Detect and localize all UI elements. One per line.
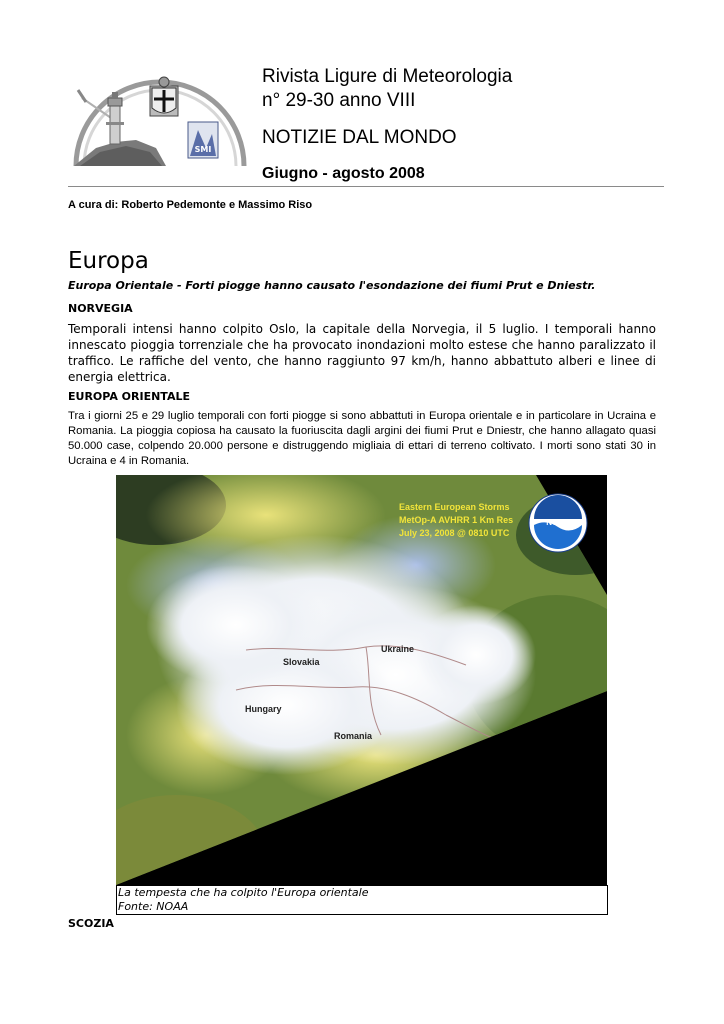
image-title-line1: Eastern European Storms [399, 502, 510, 512]
header-divider [68, 186, 664, 187]
heading-norvegia: NORVEGIA [68, 302, 133, 315]
section-title: NOTIZIE DAL MONDO [262, 127, 457, 148]
label-ukraine: Ukraine [381, 644, 415, 654]
caption-line-2: Fonte: NOAA [118, 900, 189, 913]
label-hungary: Hungary [245, 704, 282, 714]
caption-line-1: La tempesta che ha colpito l'Europa orientale [118, 886, 369, 899]
heading-europa-orientale: EUROPA ORIENTALE [68, 390, 190, 403]
journal-title: Rivista Ligure di Meteorologia [262, 66, 513, 87]
label-romania: Romania [334, 731, 373, 741]
heading-scozia: SCOZIA [68, 917, 114, 930]
image-title-line3: July 23, 2008 @ 0810 UTC [399, 528, 510, 538]
journal-logo [66, 68, 250, 168]
paragraph-norvegia: Temporali intensi hanno colpito Oslo, la capitale della Norvegia, il 5 luglio. I temporali hanno innescato pioggia torrenziale che ha provocato inondazioni molto estese che hanno paralizzato il traffico. Le raffiche del vento, che hanno raggiunto 97 km/h, hanno abbattuto alberi e linee di energia elettrica. [68, 322, 656, 384]
satellite-image [116, 475, 607, 885]
article-subtitle: Europa Orientale - Forti piogge hanno causato l'esondazione dei fiumi Prut e Dniestr. [68, 279, 596, 292]
image-title-line2: MetOp-A AVHRR 1 Km Res [399, 515, 514, 525]
logo-badge-text: SMI [194, 145, 212, 154]
heading-europa: Europa [68, 248, 149, 274]
noaa-logo-text: NOAA [546, 518, 570, 527]
issue-date: Giugno - agosto 2008 [262, 165, 425, 182]
image-caption [116, 885, 608, 915]
paragraph-europa-orientale: Tra i giorni 25 e 29 luglio temporali con forti piogge si sono abbattuti in Europa orientale e in particolare in Ucraina e Romania. La pioggia copiosa ha causato la fuoriuscita dagli argini dei fiumi Prut e Dniestr, che hanno allagato quasi 50.000 case, colpendo 20.000 persone e distruggendo migliaia di ettari di terreno coltivato. I morti sono stati 30 in Ucraina e 4 in Romania. [68, 410, 656, 467]
label-slovakia: Slovakia [283, 657, 320, 667]
noaa-logo [529, 494, 587, 552]
journal-issue: n° 29-30 anno VIII [262, 90, 416, 111]
authors-line: A cura di: Roberto Pedemonte e Massimo Riso [68, 199, 313, 211]
